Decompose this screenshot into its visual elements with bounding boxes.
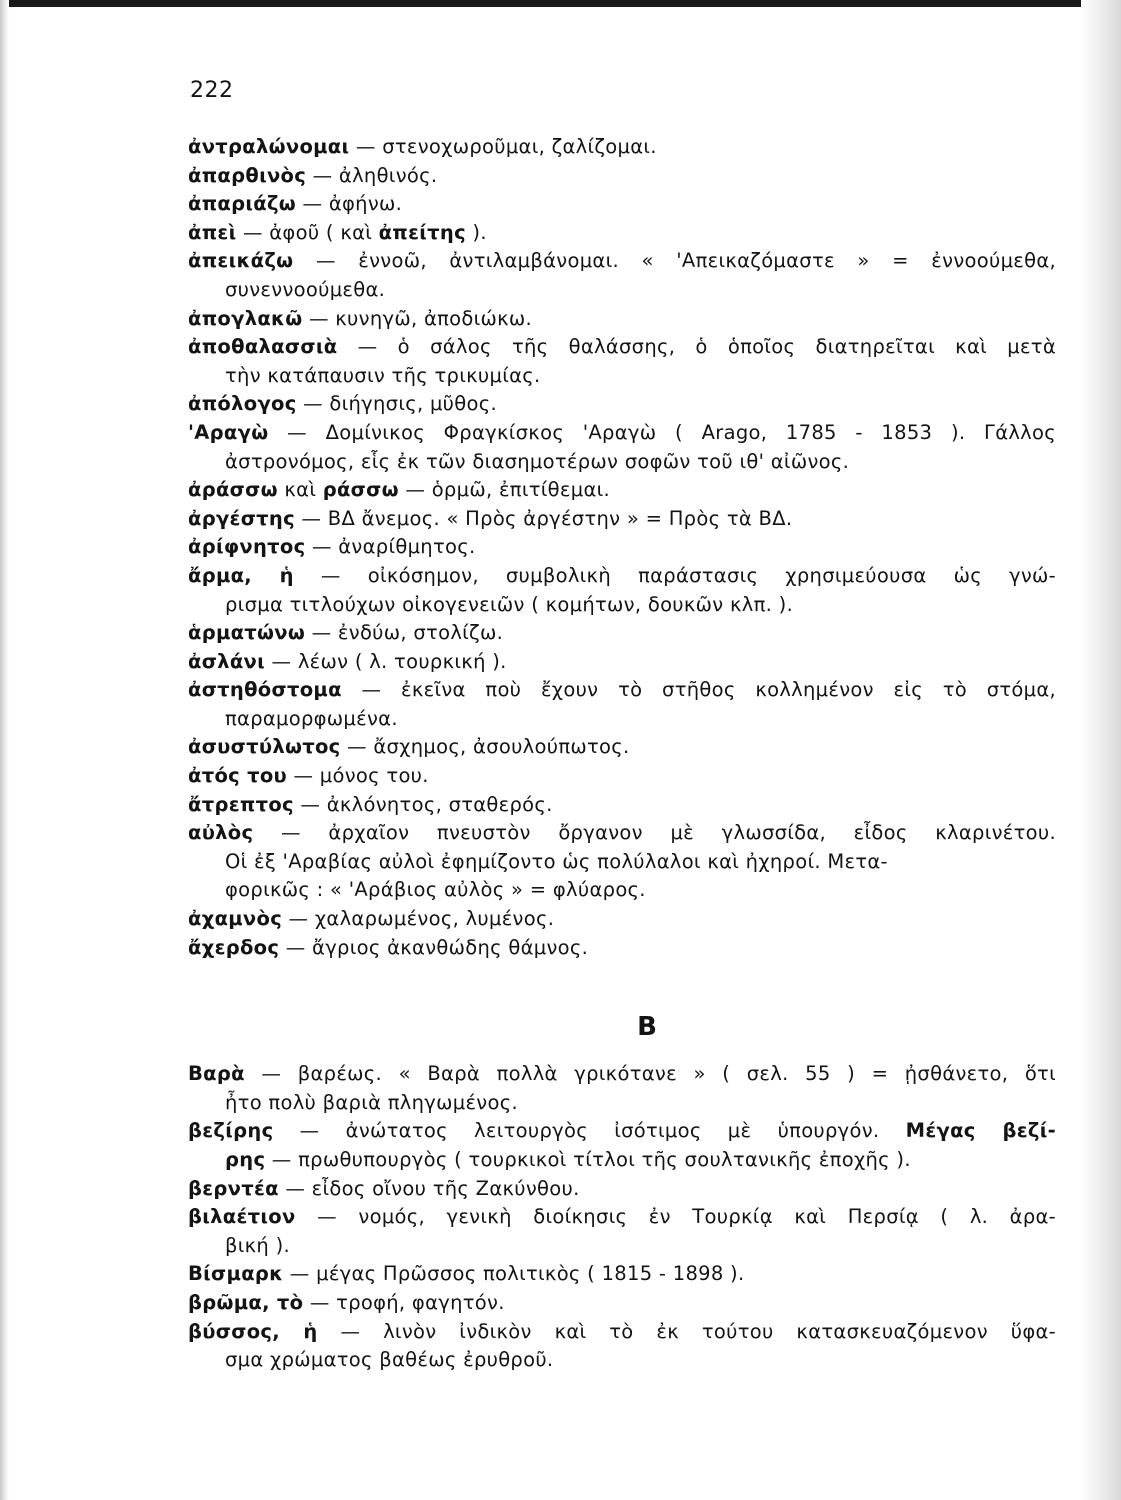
glossary-entry — [188, 390, 1056, 419]
entry-headword: βρῶμα, τὸ — [188, 1290, 304, 1314]
glossary-entry — [188, 505, 1056, 534]
entry-headword: Βαρὰ — [188, 1062, 245, 1086]
entry-headword: ἀπεὶ — [188, 220, 237, 244]
entry-continuation-text: ἦτο πολὺ βαριὰ πληγωμένος. — [225, 1090, 518, 1114]
entry-definition: — τροφή, φαγητόν. — [303, 1290, 505, 1314]
entry-headword: ἀσλάνι — [188, 649, 266, 673]
entry-definition: καὶ — [277, 478, 323, 502]
entry-first-line — [188, 478, 610, 501]
entry-definition: — μέγας Πρῶσσος πολιτικὸς ( 1815 - 1898 ). — [283, 1262, 745, 1286]
entry-first-line — [188, 735, 630, 758]
entry-first-line — [188, 621, 503, 644]
entry-definition: — ἐκεῖνα ποὺ ἔχουν τὸ στῆθος κολλημένον εἰς τὸ στόμα, — [341, 678, 1056, 702]
entry-headword: ἄτρεπτος — [188, 792, 294, 816]
entry-first-line — [188, 676, 1056, 705]
entry-first-line — [188, 333, 1056, 362]
glossary-content — [188, 133, 1056, 1375]
glossary-entry — [188, 1175, 1056, 1204]
entry-definition: — ἀληθινός. — [306, 163, 438, 187]
entry-continuation-text: συνεννοούμεθα. — [225, 277, 386, 301]
entry-headword: ἄρμα, ἡ — [188, 563, 294, 587]
entry-continuation — [188, 1346, 1056, 1375]
entry-headword: ἀσυστύλωτος — [188, 735, 341, 759]
entry-headword: βεζίρης — [188, 1119, 274, 1143]
entry-continuation-text: σμα χρώματος βαθέως ἐρυθροῦ. — [225, 1348, 554, 1372]
glossary-entry — [188, 733, 1056, 762]
entry-headword: βύσσος, ἡ — [188, 1319, 318, 1343]
glossary-entry — [188, 305, 1056, 334]
entry-continuation-text: τὴν κατάπαυσιν τῆς τρικυμίας. — [225, 363, 541, 387]
entry-definition: — διήγησις, μῦθος. — [296, 392, 497, 416]
entry-continuation — [188, 1146, 1056, 1175]
entry-headword: ἀπεικάζω — [188, 249, 294, 273]
entry-first-line — [188, 192, 402, 215]
glossary-entry — [188, 934, 1056, 963]
glossary-section-b — [188, 1060, 1056, 1375]
entry-definition: — ἀνώτατος λειτουργὸς ἰσότιμος μὲ ὑπουργόν. — [273, 1119, 906, 1143]
entry-first-line — [188, 819, 1056, 848]
entry-first-line — [188, 1203, 1056, 1232]
entry-first-line — [188, 907, 554, 930]
entry-first-line — [188, 650, 507, 673]
entry-definition: — οἰκόσημον, συμβολικὴ παράστασις χρησιμεύουσα ὡς γνώ- — [293, 563, 1056, 587]
entry-definition: — ΒΔ ἄνεμος. « Πρὸς ἀργέστην » = Πρὸς τὰ ΒΔ. — [294, 506, 793, 530]
entry-headword: Βίσμαρκ — [188, 1262, 284, 1286]
glossary-entry — [188, 562, 1056, 619]
entry-definition: — ἀφοῦ ( καὶ — [236, 220, 379, 244]
glossary-entry — [188, 476, 1056, 505]
entry-headword: ἀχαμνὸς — [188, 907, 283, 931]
glossary-entry — [188, 1203, 1056, 1260]
entry-first-line — [188, 419, 1056, 448]
entry-headword: ἀπόλογος — [188, 392, 297, 416]
entry-definition: — λινὸν ἰνδικὸν καὶ τὸ ἐκ τούτου κατασκευαζόμενον ὕφα- — [317, 1319, 1056, 1343]
entry-first-line — [188, 135, 657, 158]
entry-first-line — [188, 1318, 1056, 1347]
entry-headword: ἀπογλακῶ — [188, 306, 303, 330]
entry-definition: — ἐννοῶ, ἀντιλαμβάνομαι. « 'Απεικαζόμαστε » = ἐννοούμεθα, — [293, 249, 1056, 273]
entry-continuation — [188, 448, 1056, 477]
entry-definition: — ἀναρίθμητος. — [305, 535, 476, 559]
entry-first-line — [188, 221, 487, 244]
glossary-entry — [188, 905, 1056, 934]
entry-continuation — [188, 362, 1056, 391]
entry-headword-variant: ἀπείτης — [378, 220, 466, 244]
glossary-entry — [188, 619, 1056, 648]
entry-headword: ἀρίφνητος — [188, 535, 306, 559]
entry-headword-variant: Μέγας βεζί- — [905, 1119, 1056, 1143]
entry-definition: — κυνηγῶ, ἀποδιώκω. — [302, 306, 533, 330]
entry-headword-continuation: ρης — [225, 1148, 266, 1171]
entry-continuation — [188, 1232, 1056, 1261]
entry-continuation — [188, 1089, 1056, 1118]
entry-definition: — ἄγριος ἀκανθώδης θάμνος. — [279, 935, 589, 959]
glossary-entry — [188, 1318, 1056, 1375]
entry-headword: βιλαέτιον — [188, 1205, 296, 1229]
entry-first-line — [188, 392, 497, 415]
entry-headword: βερντέα — [188, 1176, 279, 1200]
entry-headword: ἀτός του — [188, 764, 287, 788]
glossary-entry — [188, 133, 1056, 162]
entry-continuation-text: παραμορφωμένα. — [225, 706, 398, 730]
entry-definition: — λέων ( λ. τουρκική ). — [265, 649, 507, 673]
entry-definition: ). — [465, 220, 487, 244]
entry-headword: ἄχερδος — [188, 935, 280, 959]
entry-continuation-text: ἀστρονόμος, εἷς ἐκ τῶν διασημοτέρων σοφῶν τοῦ ιθ' αἰῶνος. — [225, 449, 850, 473]
entry-headword: ἀστηθόστομα — [188, 678, 342, 702]
glossary-entry — [188, 1117, 1056, 1174]
entry-definition: — ἐνδύω, στολίζω. — [305, 621, 504, 645]
entry-definition: — ἀρχαῖον πνευστὸν ὄργανον μὲ γλωσσίδα, εἶδος κλαρινέτου. — [253, 821, 1056, 845]
entry-definition: — βαρέως. « Βαρὰ πολλὰ γρικότανε » ( σελ. 55 ) = ᾐσθάνετο, ὅτι — [244, 1062, 1056, 1086]
entry-continuation — [188, 276, 1056, 305]
entry-continuation-text: — πρωθυπουργὸς ( τουρκικοὶ τίτλοι τῆς σουλτανικῆς ἐποχῆς ). — [265, 1148, 911, 1171]
entry-definition: — νομός, γενικὴ διοίκησις ἐν Τουρκίᾳ καὶ Περσίᾳ ( λ. ἀρα- — [295, 1205, 1056, 1229]
entry-continuation — [188, 705, 1056, 734]
glossary-entry — [188, 1289, 1056, 1318]
glossary-entry — [188, 419, 1056, 476]
glossary-entry — [188, 676, 1056, 733]
entry-first-line — [188, 535, 475, 558]
entry-first-line — [188, 1117, 1056, 1146]
entry-continuation-text: βική ). — [225, 1233, 290, 1257]
entry-continuation-text: ρισμα τιτλούχων οἰκογενειῶν ( κομήτων, δουκῶν κλπ. ). — [225, 592, 794, 616]
section-heading-b: B — [637, 1012, 657, 1043]
page-top-border — [0, 0, 1121, 7]
glossary-entry — [188, 1260, 1056, 1289]
entry-first-line — [188, 764, 429, 787]
page-number: 222 — [190, 78, 234, 103]
entry-headword: ἀπαρθινὸς — [188, 163, 307, 187]
page-left-edge — [0, 0, 9, 1500]
glossary-entry — [188, 648, 1056, 677]
page-right-edge — [1081, 0, 1121, 1500]
entry-headword: ἀποθαλασσιὰ — [188, 335, 338, 359]
entry-definition: — ὁ σάλος τῆς θαλάσσης, ὁ ὁποῖος διατηρεῖται καὶ μετὰ — [337, 335, 1056, 359]
entry-headword: ἁρματώνω — [188, 621, 306, 645]
entry-first-line — [188, 793, 553, 816]
glossary-entry — [188, 819, 1056, 905]
entry-continuation-text: Οἱ ἐξ 'Αραβίας αὐλοὶ ἐφημίζοντο ὡς πολύλαλοι καὶ ἠχηροί. Μετα- — [225, 849, 888, 873]
entry-continuation — [188, 848, 1056, 877]
entry-first-line — [188, 936, 588, 959]
glossary-entry — [188, 791, 1056, 820]
entry-first-line — [188, 507, 792, 530]
glossary-entry — [188, 247, 1056, 304]
entry-definition: — ἄσχημος, ἀσουλούπωτος. — [340, 735, 630, 759]
entry-definition: — ἀκλόνητος, σταθερός. — [293, 792, 553, 816]
entry-first-line — [188, 1262, 744, 1285]
entry-headword: ἀντραλώνομαι — [188, 135, 350, 158]
glossary-entry — [188, 762, 1056, 791]
entry-headword: ἀργέστης — [188, 506, 295, 530]
entry-definition: — μόνος του. — [287, 764, 429, 788]
entry-definition: — ἀφήνω. — [296, 192, 403, 216]
glossary-entry — [188, 333, 1056, 390]
entry-continuation — [188, 591, 1056, 620]
entry-first-line — [188, 1177, 580, 1200]
entry-first-line — [188, 1291, 505, 1314]
entry-first-line — [188, 1060, 1056, 1089]
glossary-entry — [188, 162, 1056, 191]
entry-headword: 'Αραγὼ — [188, 420, 269, 444]
entry-first-line — [188, 562, 1056, 591]
entry-continuation: φορικῶς : « 'Αράβιος αὐλὸς » = φλύαρος. — [225, 878, 646, 902]
glossary-entry — [188, 219, 1056, 248]
glossary-entry — [188, 1060, 1056, 1117]
glossary-entry — [188, 190, 1056, 219]
glossary-entry — [188, 533, 1056, 562]
entry-headword-variant: ράσσω — [322, 478, 399, 502]
glossary-section-a — [188, 133, 1056, 962]
entry-definition: — στενοχωροῦμαι, ζαλίζομαι. — [349, 135, 657, 158]
entry-definition: — ὁρμῶ, ἐπιτίθεμαι. — [398, 478, 610, 502]
entry-headword: αὐλὸς — [188, 821, 254, 845]
entry-first-line — [188, 307, 532, 330]
entry-first-line — [188, 164, 437, 187]
entry-first-line — [188, 247, 1056, 276]
entry-headword: ἀράσσω — [188, 478, 278, 502]
entry-headword: ἀπαριάζω — [188, 192, 297, 216]
entry-definition: — εἶδος οἴνου τῆς Ζακύνθου. — [278, 1176, 580, 1200]
entry-definition: — χαλαρωμένος, λυμένος. — [282, 907, 555, 931]
entry-definition: — Δομίνικος Φραγκίσκος 'Αραγὼ ( Arago, 1785 - 1853 ). Γάλλος — [268, 420, 1056, 444]
